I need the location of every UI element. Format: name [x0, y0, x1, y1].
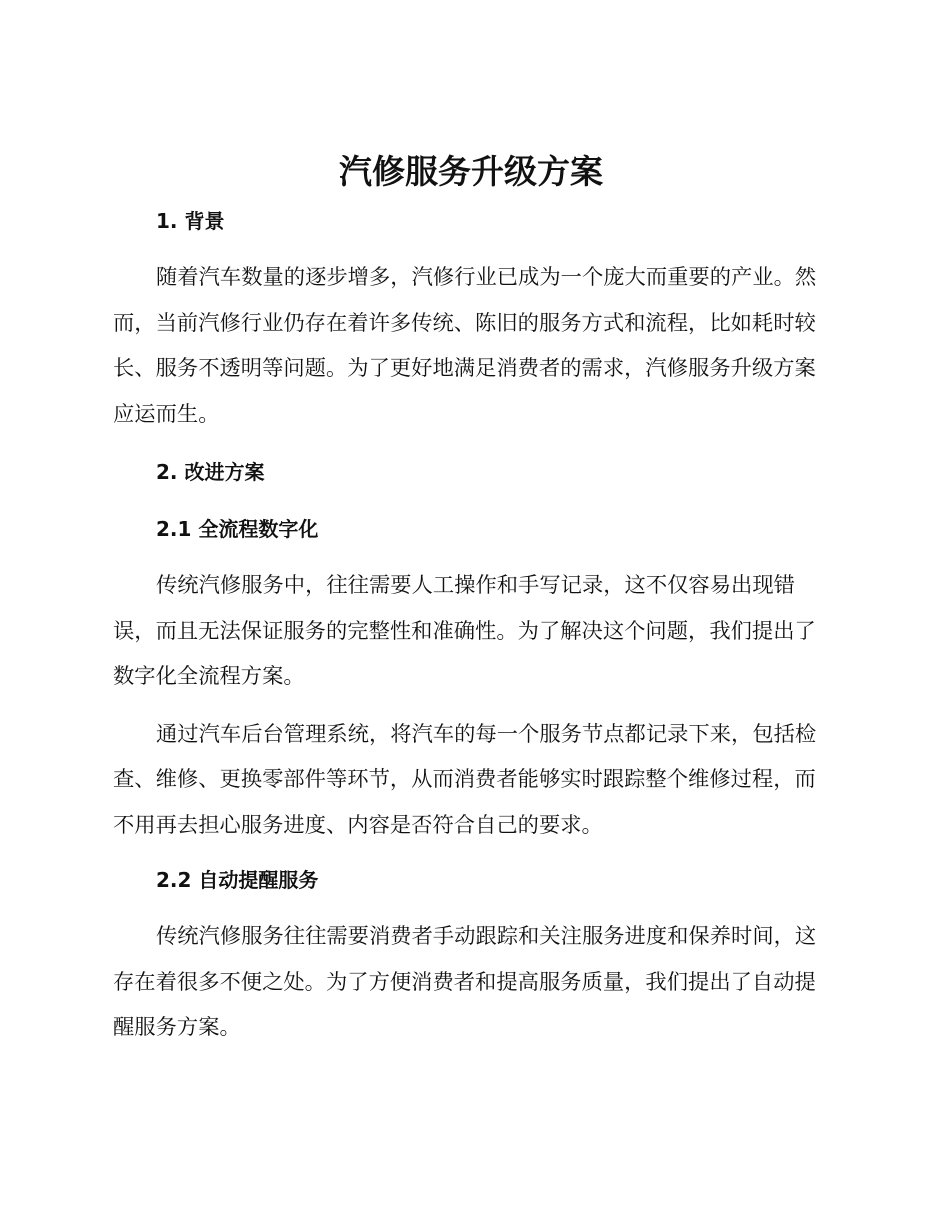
paragraph-line: 传统汽修服务中，往往需要人工操作和手写记录，这不仅容易出现错 [156, 573, 795, 598]
paragraph-line: 传统汽修服务往往需要消费者手动跟踪和关注服务进度和保养时间，这 [156, 924, 817, 949]
paragraph-line: 醒服务方案。 [113, 1015, 241, 1040]
section-heading-improvement: 2. 改进方案 [156, 460, 265, 484]
document-title: 汽修服务升级方案 [339, 152, 603, 191]
paragraph-line: 误，而且无法保证服务的完整性和准确性。为了解决这个问题，我们提出了 [113, 618, 816, 644]
paragraph-line: 随着汽车数量的逐步增多，汽修行业已成为一个庞大而重要的产业。然 [156, 265, 817, 290]
paragraph-digitalization-1 [113, 563, 829, 700]
paragraph-line: 数字化全流程方案。 [113, 664, 305, 689]
paragraph-line: 长、服务不透明等问题。为了更好地满足消费者的需求，汽修服务升级方案 [113, 356, 816, 381]
paragraph-line: 查、维修、更换零部件等环节，从而消费者能够实时跟踪整个维修过程，而 [113, 767, 816, 792]
paragraph-line: 通过汽车后台管理系统，将汽车的每一个服务节点都记录下来，包括检 [156, 721, 817, 747]
paragraph-digitalization-2 [113, 712, 829, 849]
section-heading-auto-reminder: 2.2 自动提醒服务 [156, 868, 319, 892]
paragraph-line: 存在着很多不便之处。为了方便消费者和提高服务质量，我们提出了自动提 [113, 969, 816, 995]
paragraph-line: 应运而生。 [113, 401, 220, 427]
paragraph-background [113, 255, 829, 437]
document-page [113, 148, 829, 1051]
section-heading-background: 1. 背景 [156, 209, 225, 233]
paragraph-line: 而，当前汽修行业仍存在着许多传统、陈旧的服务方式和流程，比如耗时较 [113, 310, 816, 336]
section-heading-digitalization: 2.1 全流程数字化 [156, 517, 319, 541]
paragraph-auto-reminder [113, 914, 829, 1051]
paragraph-line: 不用再去担心服务进度、内容是否符合自己的要求。 [113, 812, 603, 838]
